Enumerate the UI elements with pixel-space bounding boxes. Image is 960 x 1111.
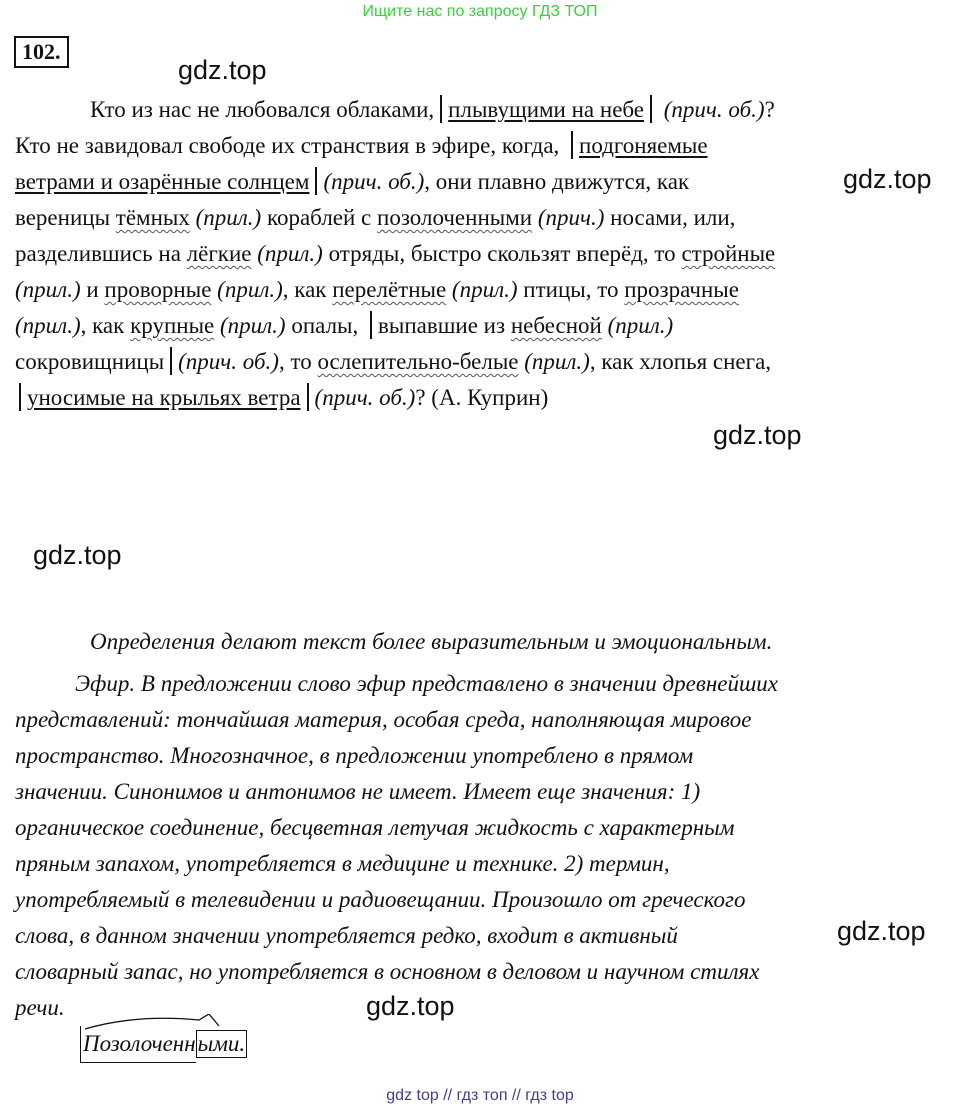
watermark: gdz.top	[713, 420, 802, 450]
ether-line: употребляемый в телевидении и радиовещании. Произошло от греческого	[15, 887, 746, 912]
attribute-word: крупные	[130, 313, 215, 338]
part-label: (прил.)	[219, 313, 286, 338]
text-fragment: ? (А. Куприн)	[415, 385, 549, 410]
root-arc-mark	[81, 1014, 221, 1030]
text-fragment: , то	[278, 349, 318, 374]
conclusion-text: Определения делают текст более выразительным и эмоциональным.	[90, 629, 773, 654]
word-ending: ыми.	[197, 1031, 246, 1056]
text-fragment: кораблей с	[261, 205, 378, 230]
participle-phrase-end: сокровищницы	[15, 349, 165, 374]
part-label: (прил.)	[451, 277, 518, 302]
attribute-word: проворные	[104, 277, 212, 302]
participle-phrase: плывущими на небе	[448, 97, 645, 122]
text-line	[15, 272, 739, 308]
attribute-word: позолоченными	[377, 205, 533, 230]
ether-line: речи.	[15, 995, 65, 1020]
watermark: gdz.top	[843, 164, 932, 194]
phrase-boundary	[440, 95, 442, 123]
ether-line: пространство. Многозначное, в предложении употреблено в прямом	[15, 743, 694, 768]
word-stem	[80, 1026, 196, 1063]
stem-text: Позолоченн	[83, 1031, 196, 1056]
watermark: gdz.top	[33, 540, 122, 570]
morpheme-parse	[80, 1026, 247, 1062]
phrase-boundary	[571, 131, 573, 159]
text-line	[15, 236, 775, 272]
ether-line: органическое соединение, бесцветная летучая жидкость с характерным	[15, 815, 735, 840]
ether-line: слова, в данном значении употребляется редко, входит в активный	[15, 923, 678, 948]
part-label: (прил.)	[524, 349, 590, 374]
part-label: (прил.)	[217, 277, 283, 302]
attribute-word: лёгкие	[186, 241, 252, 266]
part-label: (прич. об.)	[314, 385, 416, 410]
text-line	[15, 344, 771, 380]
attribute-word: ослепительно-белые	[317, 349, 519, 374]
text-line	[15, 380, 548, 416]
phrase-boundary	[315, 167, 317, 195]
phrase-boundary	[19, 383, 21, 411]
text-fragment: птицы, то	[517, 277, 625, 302]
attribute-word: стройные	[681, 241, 776, 266]
text-line	[15, 164, 689, 200]
text-fragment: Кто из нас не любовался облаками,	[90, 97, 435, 122]
part-label: (прил.)	[257, 241, 323, 266]
part-label: (прич.)	[537, 205, 605, 230]
part-label: (прил.)	[195, 205, 262, 230]
ether-line: значении. Синонимов и антонимов не имеет. Имеет еще значения: 1)	[15, 779, 701, 804]
text-fragment: , как хлопья снега,	[589, 349, 772, 374]
participle-phrase-start: выпавшие из	[378, 313, 511, 338]
part-label: (прич. об.)	[323, 169, 425, 194]
attribute-word: перелётные	[332, 277, 447, 302]
text-fragment: опалы,	[285, 313, 359, 338]
participle-phrase: уносимые на крыльях ветра	[27, 385, 301, 410]
watermark: gdz.top	[178, 55, 267, 85]
watermark: gdz.top	[837, 916, 926, 946]
phrase-boundary	[170, 347, 172, 375]
text-line	[90, 92, 775, 128]
ether-line: словарный запас, но употребляется в основном в деловом и научном стилях	[15, 959, 760, 984]
phrase-boundary	[650, 95, 652, 123]
part-label: (прил.)	[607, 313, 674, 338]
exercise-number: 102.	[14, 36, 69, 68]
part-label: (прич. об.)	[663, 97, 765, 122]
text-fragment: отряды, быстро скользят вперёд, то	[322, 241, 682, 266]
text-fragment: ?	[764, 97, 775, 122]
text-fragment: и	[80, 277, 105, 302]
text-line	[15, 128, 708, 164]
text-fragment: носами, или,	[604, 205, 736, 230]
part-label: (прил.)	[15, 277, 81, 302]
text-fragment: , как	[282, 277, 333, 302]
watermark: gdz.top	[366, 991, 455, 1021]
ether-line: представлений: тончайшая материя, особая среда, наполняющая мировое	[15, 707, 752, 732]
text-fragment: разделившись на	[15, 241, 187, 266]
text-fragment: , как	[80, 313, 131, 338]
phrase-boundary	[370, 311, 372, 339]
text-line	[15, 308, 673, 344]
attribute-word: прозрачные	[624, 277, 739, 302]
bottom-site-links[interactable]: gdz top // гдз топ // гдз top	[386, 1087, 574, 1104]
text-fragment: , они плавно движутся, как	[424, 169, 690, 194]
ether-line: Эфир. В предложении слово эфир представлено в значении древнейших	[75, 671, 779, 696]
text-fragment: вереницы	[15, 205, 116, 230]
text-line	[15, 200, 735, 236]
attribute-word: небесной	[510, 313, 602, 338]
part-label: (прил.)	[15, 313, 81, 338]
part-label: (прич. об.)	[178, 349, 279, 374]
ether-line: пряным запахом, употребляется в медицине и технике. 2) термин,	[15, 851, 670, 876]
top-search-link[interactable]: Ищите нас по запросу ГДЗ ТОП	[362, 3, 598, 20]
participle-phrase: подгоняемые	[579, 133, 708, 158]
text-fragment: Кто не завидовал свободе их странствия в эфире, когда,	[15, 133, 560, 158]
attribute-word: тёмных	[115, 205, 190, 230]
participle-phrase: ветрами и озарённые солнцем	[15, 169, 310, 194]
phrase-boundary	[307, 383, 309, 411]
